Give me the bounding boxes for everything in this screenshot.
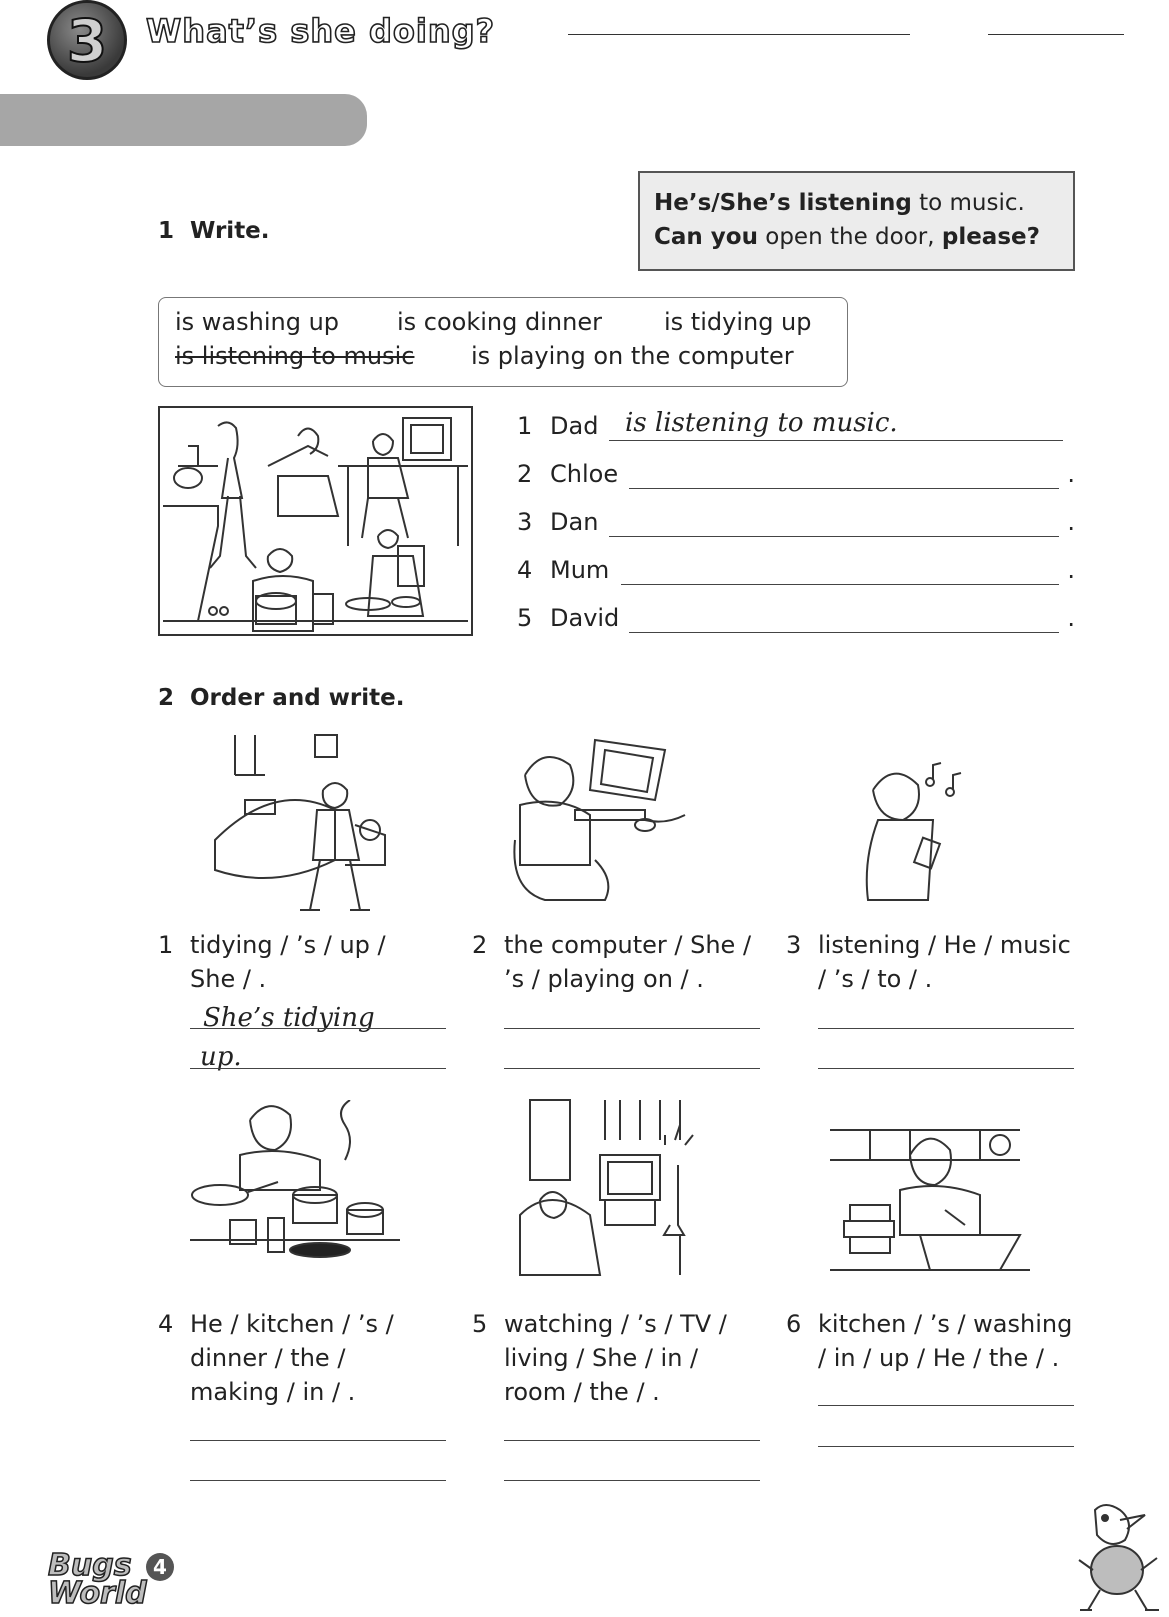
- write-line[interactable]: [818, 1446, 1074, 1447]
- boy-music-picture: [858, 760, 978, 905]
- answer-row: 2 Chloe .: [517, 460, 1075, 488]
- order-prompt: He / kitchen / ’s / dinner / the / making / in / .: [190, 1310, 394, 1406]
- handwritten-answer: up.: [200, 1042, 242, 1072]
- exercise-1-heading: [158, 218, 270, 244]
- order-prompt: kitchen / ’s / washing / in / up / He / the / .: [818, 1310, 1073, 1372]
- girl-tidying-picture: [205, 730, 410, 920]
- write-line[interactable]: [190, 1028, 446, 1029]
- order-prompt: tidying / ’s / up / She / .: [190, 931, 386, 993]
- answer-line[interactable]: [609, 440, 1063, 441]
- write-line[interactable]: [504, 1028, 760, 1029]
- grammar-line-2: Can you open the door, please?: [654, 224, 1040, 250]
- order-prompt: watching / ’s / TV / living / She / in / room / the / .: [504, 1310, 727, 1406]
- girl-computer-picture: [505, 730, 705, 910]
- exercise-1-number: 1: [158, 218, 175, 244]
- write-line[interactable]: [504, 1068, 760, 1069]
- name-line: [568, 34, 910, 35]
- unit-number-badge: [47, 0, 127, 80]
- person-name: Mum: [550, 556, 610, 584]
- word-box: [158, 297, 848, 387]
- grammar-line-1: He’s/She’s listening to music.: [654, 190, 1025, 216]
- answer-row: 1 Dad is listening to music.: [517, 408, 1075, 448]
- person-name: David: [550, 604, 620, 632]
- write-line[interactable]: [818, 1405, 1074, 1406]
- exercise-2-title: Order and write.: [190, 685, 405, 711]
- family-kitchen-picture: [158, 406, 473, 636]
- write-line[interactable]: [190, 1068, 446, 1069]
- answer-row: 3 Dan .: [517, 508, 1075, 536]
- grammar-box: [638, 171, 1075, 271]
- unit-number: 3: [66, 7, 108, 75]
- word-option: is cooking dinner: [397, 308, 602, 336]
- order-prompt: listening / He / music / ’s / to / .: [818, 931, 1071, 993]
- answer-line[interactable]: [629, 632, 1059, 633]
- person-name: Dan: [550, 508, 599, 536]
- write-line[interactable]: [504, 1480, 760, 1481]
- date-line: [988, 34, 1124, 35]
- exercise-1-title: Write.: [190, 218, 270, 244]
- write-line[interactable]: [818, 1028, 1074, 1029]
- answer-line[interactable]: [621, 584, 1059, 585]
- write-line[interactable]: [818, 1068, 1074, 1069]
- level-badge: 4: [146, 1553, 174, 1581]
- person-name: Chloe: [550, 460, 619, 488]
- unit-title: What’s she doing?: [146, 12, 496, 50]
- bugs-world-logo: Bugs World: [48, 1548, 147, 1611]
- order-prompt: the computer / She / ’s / playing on / .: [504, 931, 752, 993]
- exercise-2-number: 2: [158, 685, 175, 711]
- man-washing-up-picture: [830, 1110, 1030, 1285]
- answer-row: 5 David .: [517, 604, 1075, 632]
- word-option-crossed: is listening to music: [175, 342, 415, 370]
- answer-line[interactable]: [629, 488, 1059, 489]
- word-option: is washing up: [175, 308, 340, 336]
- write-line[interactable]: [190, 1440, 446, 1441]
- answer-line[interactable]: [609, 536, 1059, 537]
- section-banner: [0, 94, 367, 146]
- answer-row: 4 Mum .: [517, 556, 1075, 584]
- write-line[interactable]: [190, 1480, 446, 1481]
- man-cooking-picture: [190, 1100, 400, 1260]
- girl-watching-tv-picture: [510, 1095, 710, 1285]
- bug-mascot-icon: [1075, 1500, 1165, 1615]
- person-name: Dad: [550, 412, 599, 440]
- handwritten-answer: She’s tidying: [203, 1003, 375, 1033]
- handwritten-answer: is listening to music.: [625, 408, 898, 438]
- write-line[interactable]: [504, 1440, 760, 1441]
- word-option: is tidying up: [664, 308, 812, 336]
- word-option: is playing on the computer: [471, 342, 794, 370]
- exercise-2-heading: [158, 685, 404, 711]
